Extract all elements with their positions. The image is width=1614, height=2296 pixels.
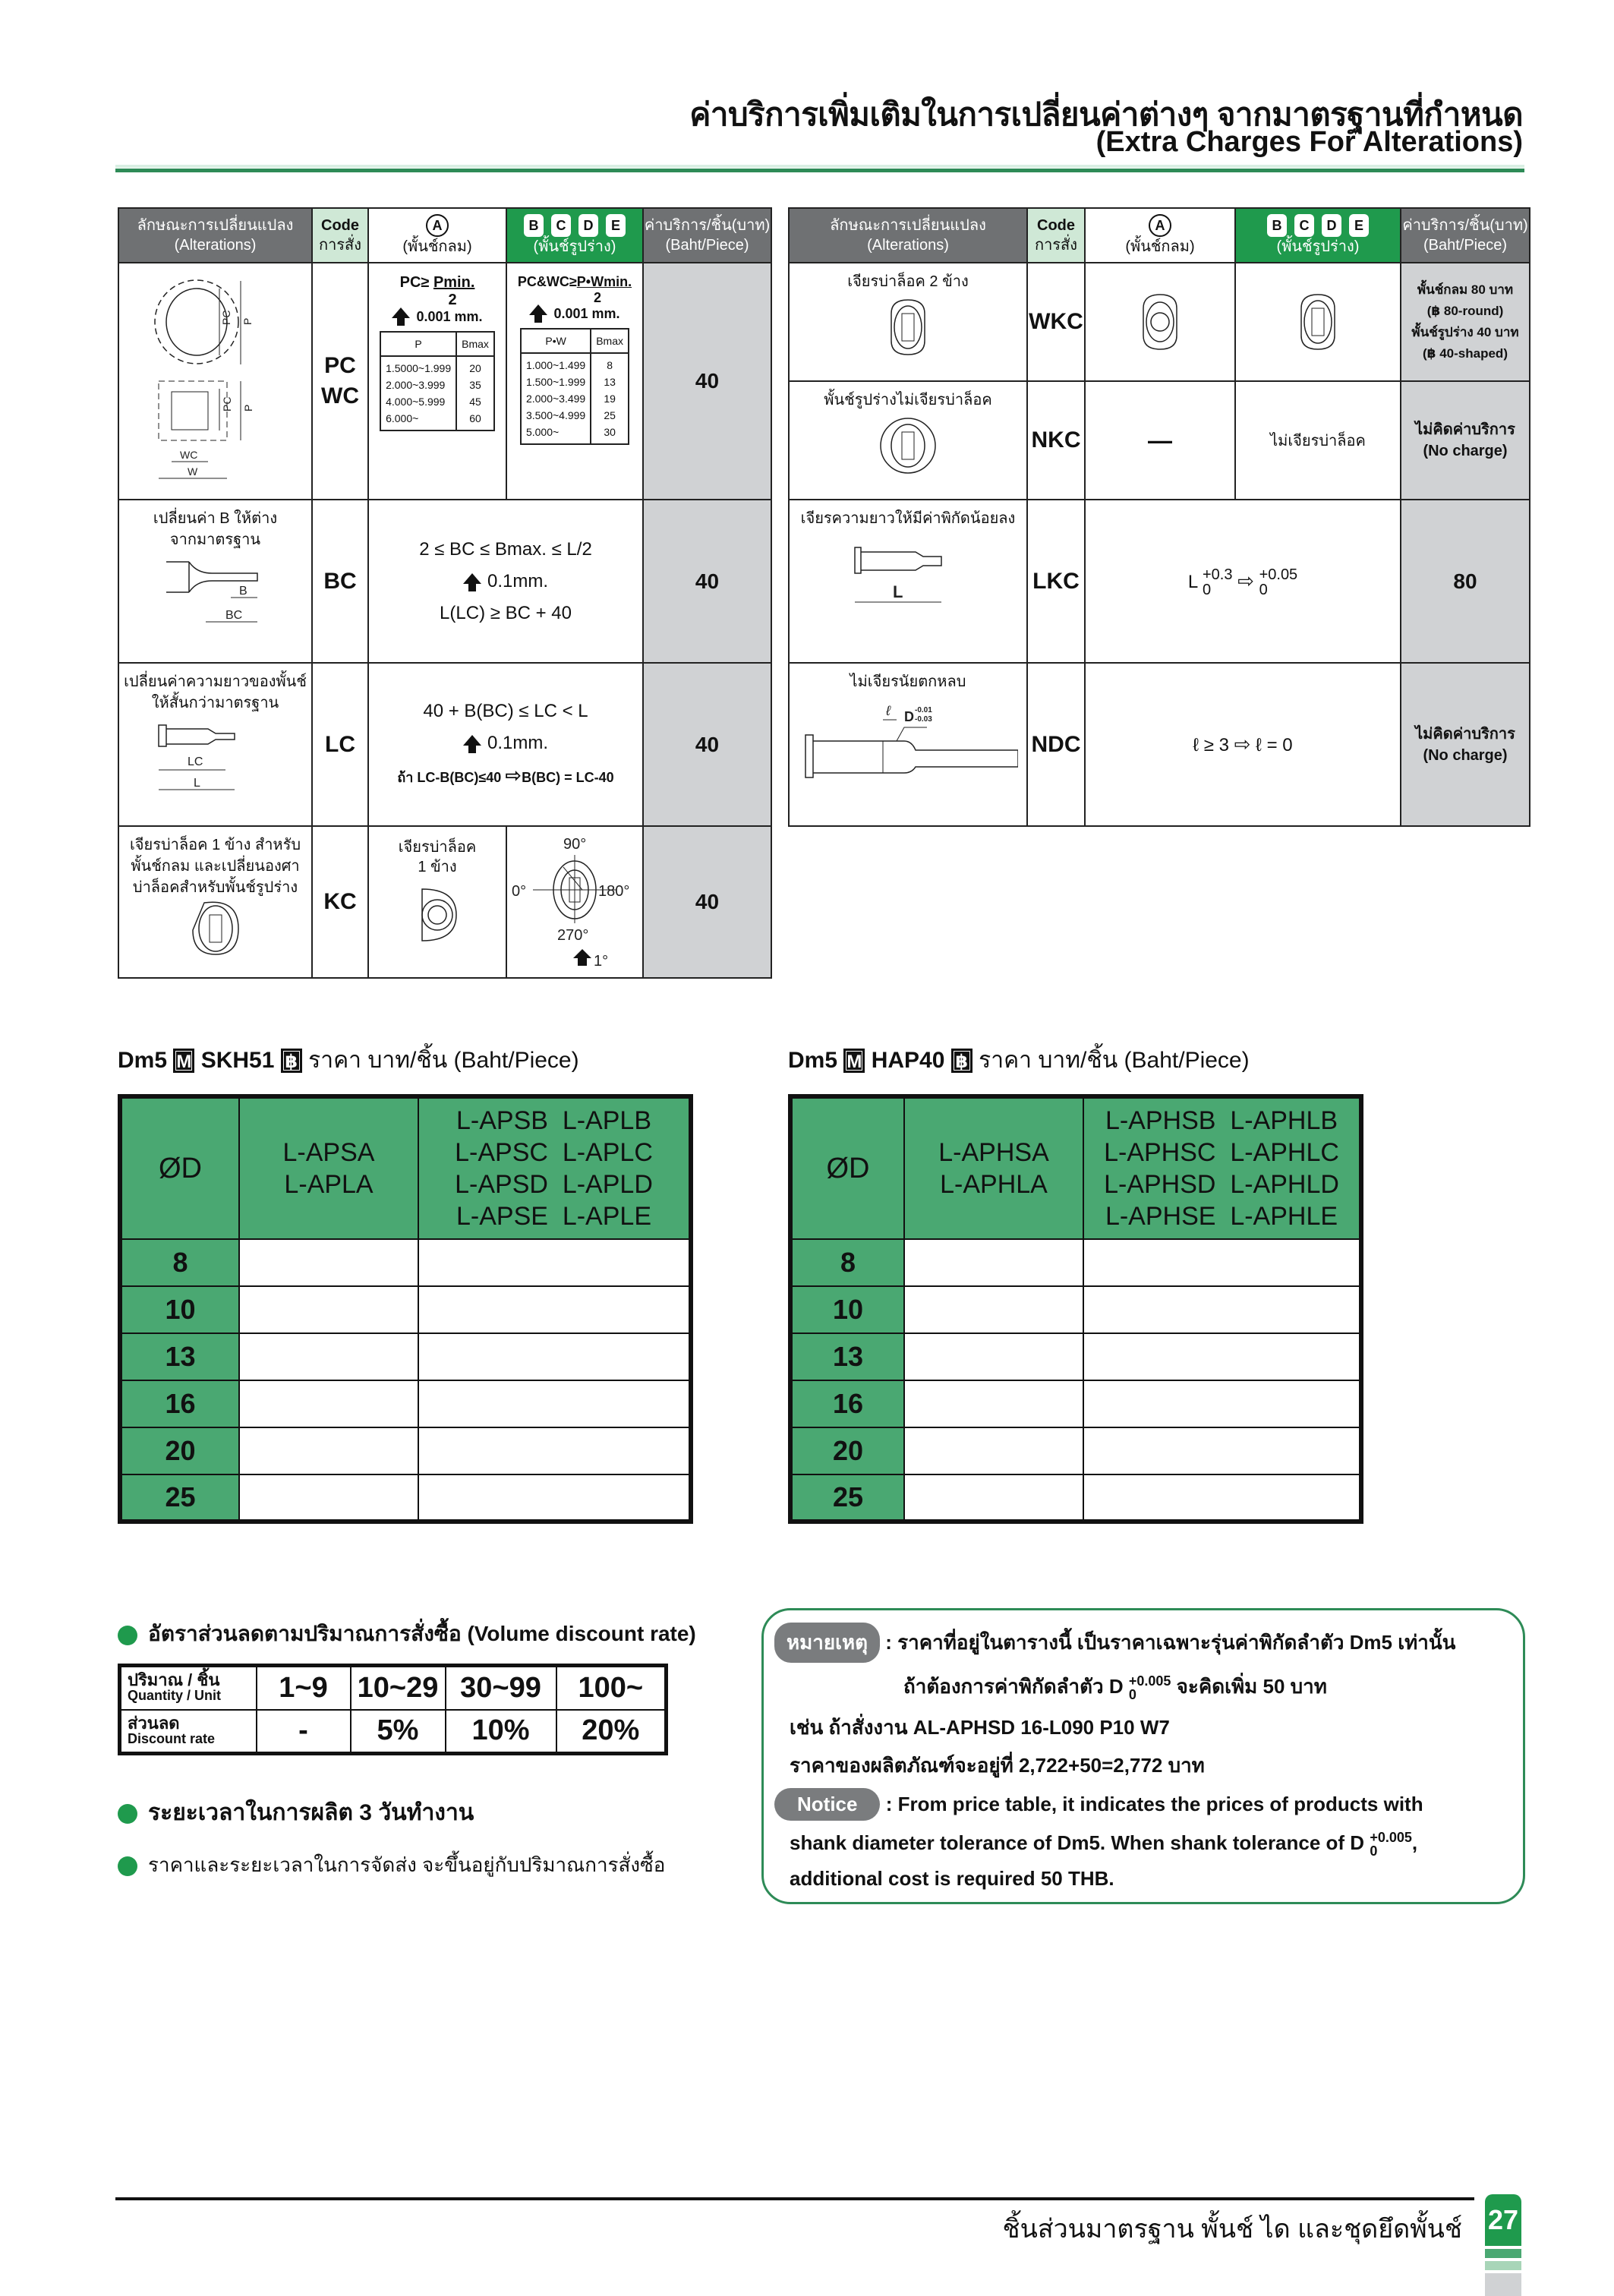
price-cell xyxy=(239,1474,418,1522)
price-row xyxy=(790,1333,1361,1380)
table-row-ndc xyxy=(789,663,1530,826)
remark-line-2: ถ้าต้องการค่าพิกัดลำตัว D +0.005 0 จะคิดเพิ่ม 50 บาท xyxy=(903,1673,1327,1703)
quantity-cell: 1~9 xyxy=(257,1666,351,1710)
alterations-header-row xyxy=(118,208,771,263)
price-cell xyxy=(1083,1286,1361,1333)
quantity-cell: 100~ xyxy=(556,1666,667,1710)
quantity-row xyxy=(120,1666,667,1710)
header-code: Code การสั่ง xyxy=(312,208,368,263)
price-cell xyxy=(239,1427,418,1474)
title-divider-shadow xyxy=(115,165,1524,168)
price-row xyxy=(790,1239,1361,1286)
page-tab-stripe xyxy=(1485,2249,1521,2258)
badge-b: B xyxy=(1267,214,1287,237)
price-row xyxy=(120,1380,691,1427)
code-kc: KC xyxy=(312,826,368,978)
kc-shaped-punch-icon xyxy=(185,898,246,956)
notice-pill-english: Notice xyxy=(774,1788,880,1821)
table-row-lkc xyxy=(789,500,1530,663)
remark-line-4: ราคาของผลิตภัณฑ์จะอยู่ที่ 2,722+50=2,772 บาท xyxy=(790,1754,1205,1777)
desc-bc: เปลี่ยนค่า B ให้ต่าง จากมาตรฐาน B BC xyxy=(118,500,312,663)
production-time-note: ระยะเวลาในการผลิต 3 วันทำงาน xyxy=(118,1795,474,1831)
svg-text:LC: LC xyxy=(187,755,203,768)
baht-badge: ฿ xyxy=(951,1049,972,1073)
green-bullet-icon xyxy=(118,1804,137,1824)
page-title-thai: ค่าบริการเพิ่มเติมในการเปลี่ยนค่าต่างๆ จากมาตรฐานที่กำหนด xyxy=(689,96,1523,132)
svg-text:L: L xyxy=(893,582,903,601)
nkc-round-punch-na: — xyxy=(1085,381,1235,500)
price-cell xyxy=(418,1380,691,1427)
price-row xyxy=(790,1286,1361,1333)
col-type-a: L-APHSA L-APHLA xyxy=(904,1096,1083,1239)
svg-text:B: B xyxy=(238,585,247,598)
header-alterations: ลักษณะการเปลี่ยนแปลง (Alterations) xyxy=(789,208,1027,263)
badge-e: E xyxy=(606,214,626,237)
svg-text:P: P xyxy=(241,317,254,325)
volume-discount-table xyxy=(118,1664,668,1755)
svg-text:270°: 270° xyxy=(557,927,589,944)
header-shaped-punch: B C D E (พั้นช์รูปร่าง) xyxy=(1235,208,1401,263)
price-ndc: ไม่คิดค่าบริการ (No charge) xyxy=(1401,663,1530,826)
header-round-punch: A (พั้นช์กลม) xyxy=(368,208,506,263)
price-table-hap40 xyxy=(788,1094,1363,1524)
price-row xyxy=(120,1333,691,1380)
rate-cell: - xyxy=(257,1710,351,1754)
wkc-shaped-punch-icon xyxy=(885,297,931,358)
diameter-cell: 10 xyxy=(790,1286,904,1333)
code-ndc: NDC xyxy=(1027,663,1085,826)
svg-text:BC: BC xyxy=(225,609,242,622)
increment-arrow-icon xyxy=(463,573,481,584)
desc-wkc: เจียรบ่าล็อค 2 ข้าง xyxy=(789,263,1027,381)
price-row xyxy=(120,1474,691,1522)
footer-divider xyxy=(115,2197,1474,2200)
alterations-header-row xyxy=(789,208,1530,263)
angle-dial-icon xyxy=(510,834,639,970)
implies-arrow-icon: ⇨ xyxy=(1237,569,1254,592)
code-wkc: WKC xyxy=(1027,263,1085,381)
shaped-punch-pcwc-condition: PC&WC≥P•Wmin. 2 0.001 mm. P•W Bmax 1.000~1.499 1.500~1.999 2.000~3.499 3.500~4.999 5.000~ 8 13 19 25 30 xyxy=(506,263,643,500)
svg-text:-0.03: -0.03 xyxy=(915,715,932,724)
green-bullet-icon xyxy=(118,1626,137,1645)
price-cell xyxy=(418,1427,691,1474)
pc-wc-diagram-icon xyxy=(143,275,288,487)
price-header-row xyxy=(120,1096,691,1239)
nkc-shaped-punch-value: ไม่เจียรบ่าล็อค xyxy=(1235,381,1401,500)
notice-line-3: additional cost is required 50 THB. xyxy=(790,1867,1114,1890)
price-row xyxy=(790,1474,1361,1522)
table-row-pc-wc xyxy=(118,263,771,500)
header-price: ค่าบริการ/ชิ้น(บาท) (Baht/Piece) xyxy=(1401,208,1530,263)
increment-arrow-icon xyxy=(529,304,547,315)
svg-text:PC: PC xyxy=(219,310,232,325)
quantity-cell: 30~99 xyxy=(446,1666,556,1710)
page-tab-stripe xyxy=(1485,2273,1521,2296)
price-bc: 40 xyxy=(643,500,771,663)
badge-d: D xyxy=(578,214,598,237)
price-cell xyxy=(1083,1380,1361,1427)
alterations-table-left xyxy=(118,207,772,979)
wkc-round-punch-icon xyxy=(1137,292,1183,352)
discount-heading: อัตราส่วนลดตามปริมาณการสั่งซื้อ (Volume discount rate) xyxy=(118,1617,696,1651)
delivery-note: ราคาและระยะเวลาในการจัดส่ง จะขึ้นอยู่กับปริมาณการสั่งซื้อ xyxy=(118,1850,665,1881)
svg-text:180°: 180° xyxy=(598,883,630,900)
price-cell xyxy=(904,1239,1083,1286)
diagram-pc-wc xyxy=(118,263,312,500)
alterations-table-right xyxy=(788,207,1530,827)
rate-cell: 20% xyxy=(556,1710,667,1754)
col-type-bcde: L-APHSB L-APHLB L-APHSC L-APHLC L-APHSD L-APHLD L-APHSE L-APHLE xyxy=(1083,1096,1361,1239)
condition-lc: 40 + B(BC) ≤ LC < L 0.1mm. ถ้า LC-B(BC)≤40 ⇨B(BC) = LC-40 xyxy=(368,663,643,826)
table-row-kc xyxy=(118,826,771,978)
price-cell xyxy=(904,1286,1083,1333)
page-tab-stripe xyxy=(1485,2261,1521,2270)
rate-label: ส่วนลด Discount rate xyxy=(120,1710,257,1754)
price-table-title-skh51: Dm5 M SKH51 ฿ ราคา บาท/ชิ้น (Baht/Piece) xyxy=(118,1048,579,1073)
increment-arrow-icon xyxy=(463,735,481,746)
page-title-english: (Extra Charges For Alterations) xyxy=(1095,126,1523,158)
increment-arrow-icon xyxy=(392,308,410,318)
svg-text:ℓ: ℓ xyxy=(886,703,891,718)
green-bullet-icon xyxy=(118,1856,137,1876)
desc-lkc: เจียรความยาวให้มีค่าพิกัดน้อยลง L xyxy=(789,500,1027,663)
quantity-cell: 10~29 xyxy=(351,1666,446,1710)
price-row xyxy=(790,1380,1361,1427)
remark-line-3: เช่น ถ้าสั่งงาน AL-APHSD 16-L090 P10 W7 xyxy=(790,1716,1170,1739)
desc-lc: เปลี่ยนค่าความยาวของพั้นช์ ให้สั้นกว่ามาตรฐาน LC L xyxy=(118,663,312,826)
bc-shaft-diagram-icon xyxy=(159,550,273,634)
price-row xyxy=(120,1286,691,1333)
table-row-lc xyxy=(118,663,771,826)
rate-cell: 5% xyxy=(351,1710,446,1754)
price-cell xyxy=(904,1474,1083,1522)
implies-arrow-icon: ⇨ xyxy=(1234,732,1251,755)
baht-badge: ฿ xyxy=(281,1049,302,1073)
diameter-cell: 25 xyxy=(120,1474,239,1522)
price-cell xyxy=(1083,1427,1361,1474)
price-cell xyxy=(1083,1474,1361,1522)
svg-text:PC: PC xyxy=(220,396,233,412)
notice-line-1: Notice : From price table, it indicates the prices of products with xyxy=(774,1788,1423,1821)
code-nkc: NKC xyxy=(1027,381,1085,500)
price-cell xyxy=(239,1286,418,1333)
lc-shaft-diagram-icon xyxy=(151,714,280,797)
price-cell xyxy=(904,1427,1083,1474)
badge-c: C xyxy=(551,214,571,237)
ndc-shaft-diagram-icon xyxy=(798,697,1018,781)
header-shaped-punch: B C D E (พั้นช์รูปร่าง) xyxy=(506,208,643,263)
svg-text:D: D xyxy=(904,709,914,724)
price-row xyxy=(120,1427,691,1474)
header-alterations: ลักษณะการเปลี่ยนแปลง (Alterations) xyxy=(118,208,312,263)
price-table-skh51 xyxy=(118,1094,693,1524)
lkc-shaft-diagram-icon xyxy=(840,540,976,623)
wkc-shaped-punch xyxy=(1235,263,1401,381)
code-pc-wc: PC WC xyxy=(312,263,368,500)
rate-cell: 10% xyxy=(446,1710,556,1754)
col-type-bcde: L-APSB L-APLB L-APSC L-APLC L-APSD L-APLD L-APSE L-APLE xyxy=(418,1096,691,1239)
badge-a: A xyxy=(1149,214,1171,237)
price-cell xyxy=(904,1380,1083,1427)
condition-ndc: ℓ ≥ 3 ⇨ ℓ = 0 xyxy=(1085,663,1401,826)
svg-text:0°: 0° xyxy=(512,883,527,900)
price-cell xyxy=(418,1333,691,1380)
condition-bc: 2 ≤ BC ≤ Bmax. ≤ L/2 0.1mm. L(LC) ≥ BC + 40 xyxy=(368,500,643,663)
price-header-row xyxy=(790,1096,1361,1239)
col-type-a: L-APSA L-APLA xyxy=(239,1096,418,1239)
svg-text:W: W xyxy=(187,465,197,478)
diameter-cell: 20 xyxy=(120,1427,239,1474)
price-cell xyxy=(904,1333,1083,1380)
svg-text:L: L xyxy=(193,777,200,790)
diameter-cell: 25 xyxy=(790,1474,904,1522)
price-row xyxy=(120,1239,691,1286)
badge-e: E xyxy=(1349,214,1369,237)
price-cell xyxy=(239,1380,418,1427)
price-lkc: 80 xyxy=(1401,500,1530,663)
col-diameter: ØD xyxy=(120,1096,239,1239)
price-cell xyxy=(1083,1333,1361,1380)
remark-box xyxy=(761,1608,1525,1904)
kc-round-punch-icon xyxy=(411,885,464,945)
price-pc-wc: 40 xyxy=(643,263,771,500)
diameter-cell: 13 xyxy=(790,1333,904,1380)
price-table-title-hap40: Dm5 M HAP40 ฿ ราคา บาท/ชิ้น (Baht/Piece) xyxy=(788,1048,1250,1073)
price-row xyxy=(790,1427,1361,1474)
svg-text:WC: WC xyxy=(179,449,197,461)
diameter-cell: 20 xyxy=(790,1427,904,1474)
price-cell xyxy=(418,1474,691,1522)
wkc-round-punch xyxy=(1085,263,1235,381)
badge-a: A xyxy=(426,214,449,237)
table-row-nkc xyxy=(789,381,1530,500)
rate-row xyxy=(120,1710,667,1754)
round-punch-kc: เจียรบ่าล็อค 1 ข้าง xyxy=(368,826,506,978)
svg-text:90°: 90° xyxy=(563,836,587,853)
round-punch-pc-condition: PC≥ Pmin. 2 0.001 mm. P Bmax 1.5000~1.999 2.000~3.999 4.000~5.999 6.000~ 20 35 45 60 xyxy=(368,263,506,500)
diameter-cell: 10 xyxy=(120,1286,239,1333)
table-row-bc xyxy=(118,500,771,663)
diameter-cell: 16 xyxy=(790,1380,904,1427)
wkc-shaped-punch-cell-icon xyxy=(1295,292,1341,352)
remark-pill-thai: หมายเหตุ xyxy=(774,1623,880,1663)
desc-ndc: ไม่เจียรนัยตกหลบ ℓ D -0.01 -0.03 xyxy=(789,663,1027,826)
footer-section-title: ชิ้นส่วนมาตรฐาน พั้นช์ ได และชุดยึดพั้นช์ xyxy=(1002,2215,1462,2244)
angle-diagram xyxy=(506,826,643,978)
price-cell xyxy=(239,1333,418,1380)
svg-text:P: P xyxy=(241,404,254,412)
round-bmax-table: P Bmax 1.5000~1.999 2.000~3.999 4.000~5.999 6.000~ 20 35 45 60 xyxy=(380,331,495,431)
price-cell xyxy=(418,1239,691,1286)
material-badge-m: M xyxy=(173,1049,194,1073)
remark-line-1: หมายเหตุ : ราคาที่อยู่ในตารางนี้ เป็นราคาเฉพาะรุ่นค่าพิกัดลำตัว Dm5 เท่านั้น xyxy=(774,1623,1455,1663)
svg-text:-0.01: -0.01 xyxy=(915,706,932,714)
quantity-label: ปริมาณ / ชิ้น Quantity / Unit xyxy=(120,1666,257,1710)
material-badge-m: M xyxy=(843,1049,865,1073)
code-bc: BC xyxy=(312,500,368,663)
badge-d: D xyxy=(1322,214,1341,237)
price-nkc: ไม่คิดค่าบริการ (No charge) xyxy=(1401,381,1530,500)
header-round-punch: A (พั้นช์กลม) xyxy=(1085,208,1235,263)
header-code: Code การสั่ง xyxy=(1027,208,1085,263)
code-lc: LC xyxy=(312,663,368,826)
code-lkc: LKC xyxy=(1027,500,1085,663)
shaped-bmax-table: P•W Bmax 1.000~1.499 1.500~1.999 2.000~3.499 3.500~4.999 5.000~ 8 13 19 25 30 xyxy=(520,328,629,445)
diameter-cell: 13 xyxy=(120,1333,239,1380)
header-price: ค่าบริการ/ชิ้น(บาท) (Baht/Piece) xyxy=(643,208,771,263)
price-wkc: พั้นช์กลม 80 บาท (฿ 80-round) พั้นช์รูปร่าง 40 บาท (฿ 40-shaped) xyxy=(1401,263,1530,381)
desc-nkc: พั้นช์รูปร่างไม่เจียรบ่าล็อค xyxy=(789,381,1027,500)
desc-kc: เจียรบ่าล็อค 1 ข้าง สำหรับ พั้นช์กลม และเปลี่ยนองศา บ่าล็อคสำหรับพั้นช์รูปร่าง xyxy=(118,826,312,978)
title-divider xyxy=(115,169,1524,172)
diameter-cell: 16 xyxy=(120,1380,239,1427)
col-diameter: ØD xyxy=(790,1096,904,1239)
price-kc: 40 xyxy=(643,826,771,978)
svg-text:1°: 1° xyxy=(594,953,609,970)
notice-line-2: shank diameter tolerance of Dm5. When shank tolerance of D +0.005 0 , xyxy=(790,1830,1418,1859)
nkc-shaped-punch-icon xyxy=(878,415,938,476)
price-cell xyxy=(1083,1239,1361,1286)
price-lc: 40 xyxy=(643,663,771,826)
price-cell xyxy=(239,1239,418,1286)
badge-b: B xyxy=(524,214,544,237)
badge-c: C xyxy=(1294,214,1314,237)
table-row-wkc xyxy=(789,263,1530,381)
page-number: 27 xyxy=(1485,2194,1521,2246)
price-cell xyxy=(418,1286,691,1333)
condition-lkc: L +0.3 0 ⇨ +0.05 0 xyxy=(1085,500,1401,663)
diameter-cell: 8 xyxy=(120,1239,239,1286)
implies-arrow-icon: ⇨ xyxy=(505,764,522,787)
diameter-cell: 8 xyxy=(790,1239,904,1286)
